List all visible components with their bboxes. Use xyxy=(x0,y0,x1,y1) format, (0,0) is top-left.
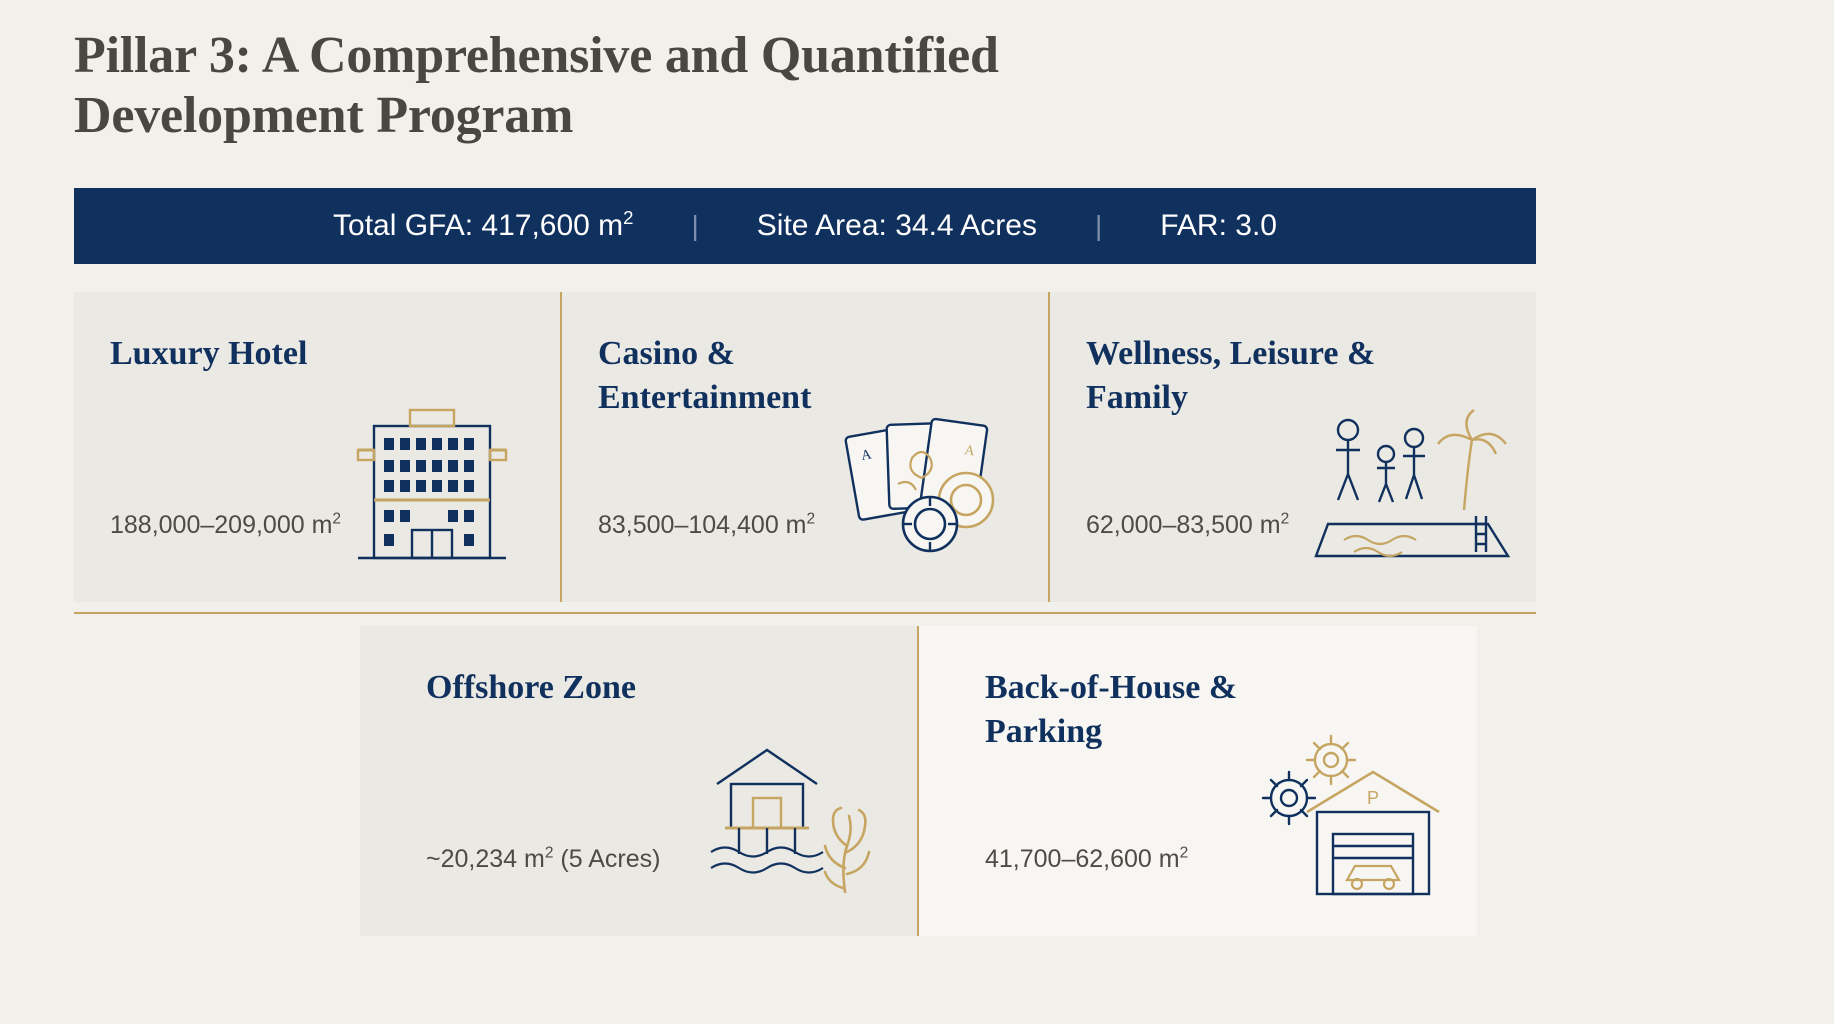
family-pool-palm-icon xyxy=(1314,388,1514,578)
stat-far: FAR: 3.0 xyxy=(1160,209,1277,242)
card-wellness-leisure-family xyxy=(1048,292,1536,602)
page-title: Pillar 3: A Comprehensive and Quantified Development Program xyxy=(74,27,999,144)
hotel-building-icon xyxy=(338,388,538,578)
card-casino-entertainment-area: 83,500–104,400 $m^2$ xyxy=(598,510,816,539)
program-cards-row-2 xyxy=(360,626,1477,936)
stats-bar xyxy=(74,188,1536,264)
stat-total-gfa-superscript: 2 xyxy=(623,207,634,228)
card-back-of-house-parking-title: Back-of-House & Parking xyxy=(985,669,1238,750)
program-cards-row-1 xyxy=(74,292,1536,602)
card-back-of-house-parking-area: 41,700–62,600 $m^2$ xyxy=(985,844,1189,873)
parking-garage-gear-icon xyxy=(1255,722,1455,912)
card-casino-entertainment-title: Casino & Entertainment xyxy=(598,335,812,416)
stat-separator-1: | xyxy=(691,210,699,241)
stat-total-gfa: Total GFA: 417,600 $m^2$ xyxy=(333,207,634,242)
overwater-villa-coral-icon xyxy=(695,722,895,912)
card-offshore-zone-title: Offshore Zone xyxy=(426,669,636,706)
card-casino-entertainment xyxy=(560,292,1048,602)
card-back-of-house-parking xyxy=(917,626,1477,936)
card-luxury-hotel xyxy=(74,292,560,602)
card-offshore-zone-area: ~20,234 $m^2$ (5 Acres) xyxy=(426,844,661,873)
stat-site-area: Site Area: 34.4 Acres xyxy=(756,209,1037,242)
svg-text:A: A xyxy=(963,443,976,460)
card-wellness-leisure-family-title: Wellness, Leisure & Family xyxy=(1086,335,1376,416)
card-luxury-hotel-title: Luxury Hotel xyxy=(110,335,308,372)
playing-cards-chips-icon xyxy=(826,388,1026,578)
card-wellness-leisure-family-area: 62,000–83,500 $m^2$ xyxy=(1086,510,1290,539)
card-offshore-zone xyxy=(360,626,917,936)
card-luxury-hotel-area: 188,000–209,000 $m^2$ xyxy=(110,510,342,539)
svg-text:A: A xyxy=(860,447,873,464)
row-divider xyxy=(74,612,1536,614)
svg-text:P: P xyxy=(1367,788,1380,808)
stat-separator-2: | xyxy=(1094,210,1103,241)
